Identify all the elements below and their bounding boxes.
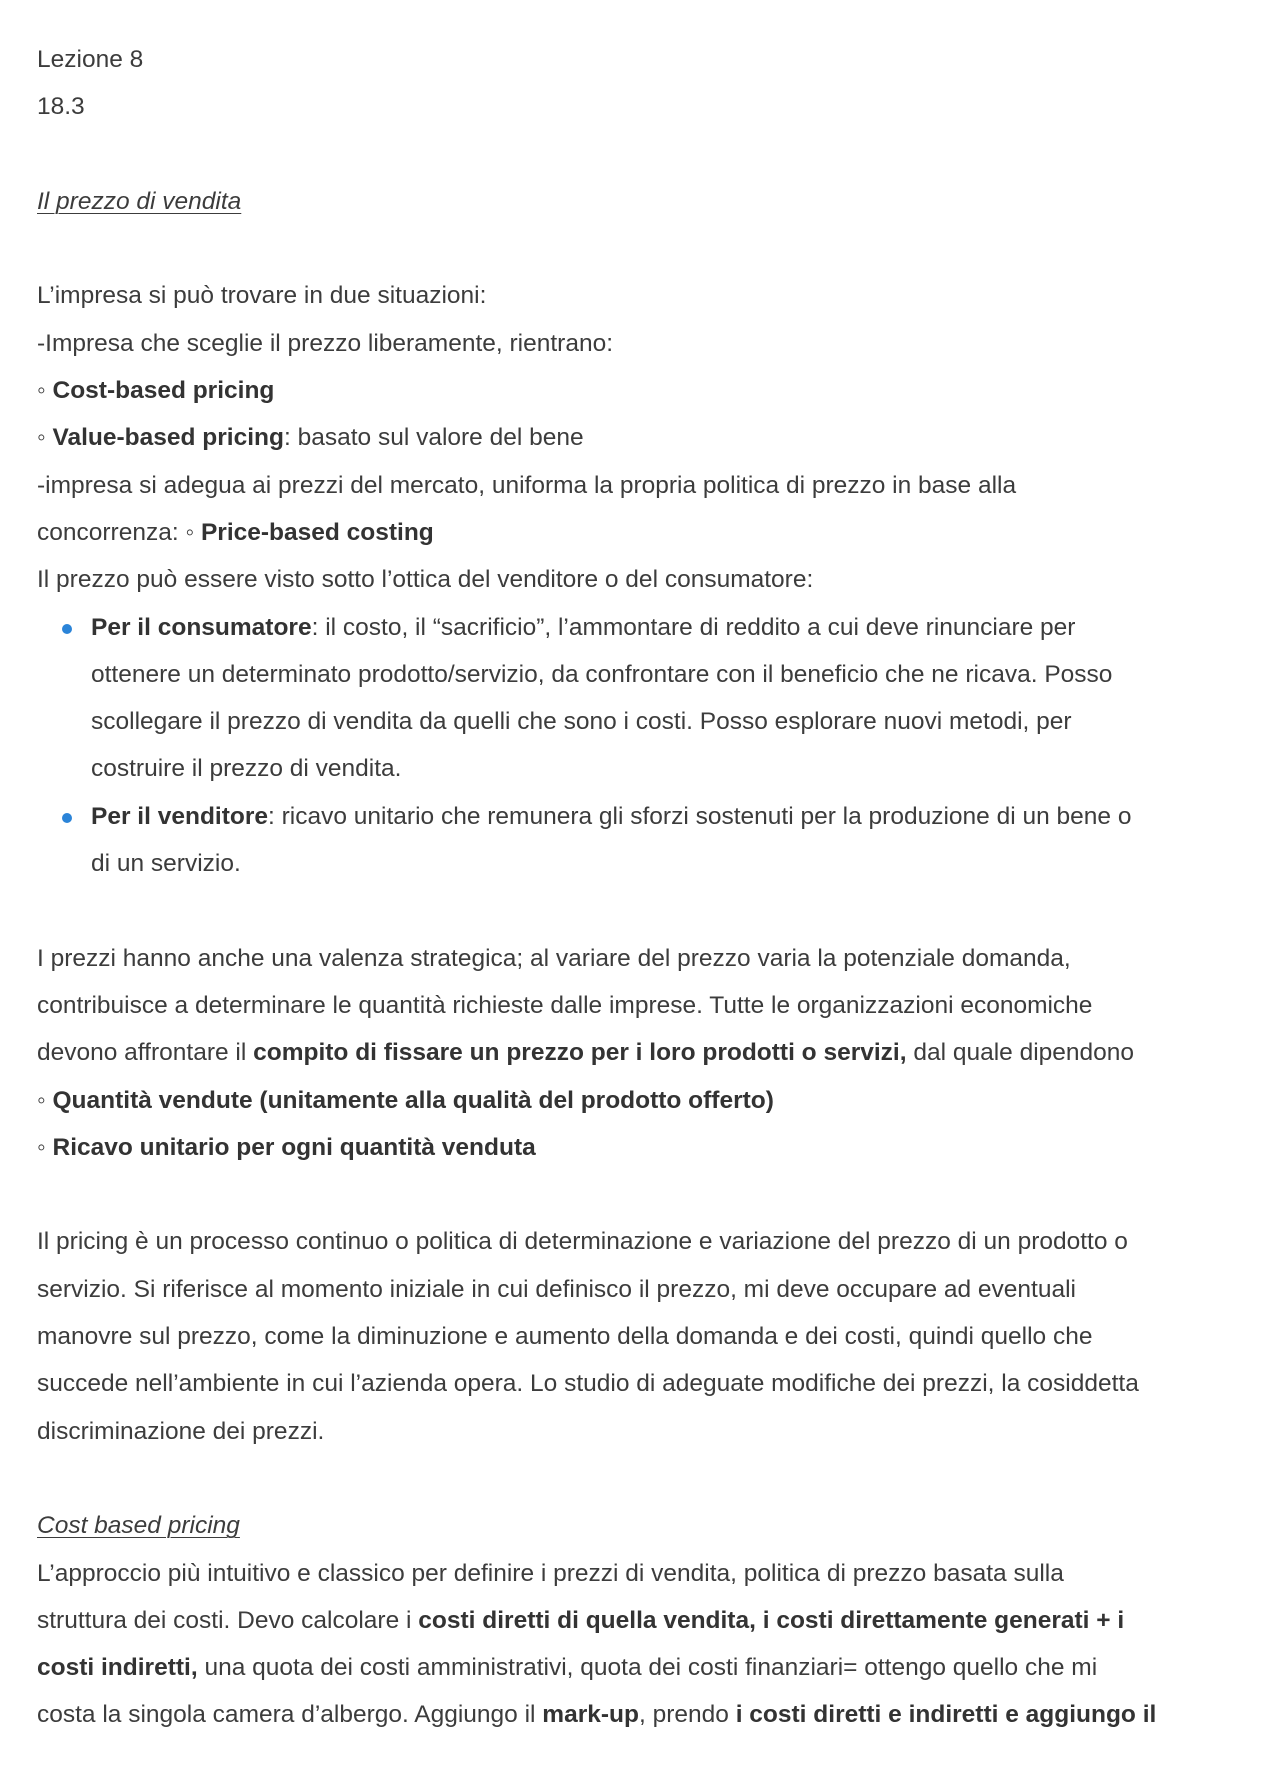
paragraph-line — [37, 509, 1247, 556]
section-title-text: Cost based pricing — [37, 1512, 240, 1540]
list-line — [91, 793, 1247, 840]
lesson-date: 18.3 — [37, 93, 85, 121]
paragraph-line — [37, 1029, 1247, 1076]
text-run: struttura dei costi. Devo calcolare i — [37, 1606, 419, 1634]
list-line — [91, 604, 1247, 651]
circle-bullet: ◦ — [37, 1086, 46, 1114]
paragraph-line: Il pricing è un processo continuo o politica di determinazione e variazione del prezzo di un prodotto o — [37, 1228, 1128, 1256]
lesson-number: Lezione 8 — [37, 46, 144, 73]
paragraph-line: servizio. Si riferisce al momento iniziale in cui definisco il prezzo, mi deve occupare ad eventuali — [37, 1275, 1077, 1303]
text-run: : ricavo unitario che remunera gli sforzi sostenuti per la produzione di un bene o — [268, 802, 1132, 830]
bold-run: Quantità vendute (unitamente alla qualità del prodotto offerto) — [52, 1086, 774, 1114]
paragraph-line: -Impresa che sceglie il prezzo liberamente, rientrano: — [37, 329, 614, 357]
text-run: costa la singola camera d’albergo. Aggiungo il — [37, 1701, 543, 1729]
circle-bullet: ◦ — [37, 424, 46, 452]
term-price-based: Price-based costing — [200, 518, 434, 546]
circle-bullet: ◦ — [37, 1133, 46, 1161]
text-run: : il costo, il “sacrificio”, l’ammontare di reddito a cui deve rinunciare per — [311, 613, 1076, 641]
spacer — [37, 131, 1247, 178]
circle-item-ricavo — [37, 1124, 1247, 1171]
paragraph-line: contribuisce a determinare le quantità richieste dalle imprese. Tutte le organizzazioni economiche — [37, 991, 1093, 1019]
spacer — [37, 1171, 1247, 1218]
bold-run: Ricavo unitario per ogni quantità venduta — [52, 1133, 536, 1161]
bold-run: costi indiretti, — [37, 1654, 198, 1682]
paragraph-line: L’impresa si può trovare in due situazioni: — [37, 282, 487, 310]
term-desc: : basato sul valore del bene — [283, 424, 584, 452]
term-value-based: Value-based pricing — [52, 424, 284, 452]
circle-item-cost-based — [37, 367, 1247, 414]
term-consumatore: Per il consumatore — [91, 613, 312, 641]
bullet-dot-icon — [62, 813, 72, 823]
spacer — [37, 1455, 1247, 1502]
bullet-list — [37, 604, 1247, 888]
list-item-venditore — [37, 793, 1247, 888]
list-line: scollegare il prezzo di vendita da quelli che sono i costi. Posso esplorare nuovi metodi, per — [91, 708, 1072, 736]
spacer — [37, 225, 1247, 272]
term-cost-based: Cost-based pricing — [52, 377, 275, 405]
paragraph-line — [37, 1644, 1247, 1691]
paragraph-line: succede nell’ambiente in cui l’azienda opera. Lo studio di adeguate modifiche dei prezzi, la cosiddetta — [37, 1370, 1139, 1398]
paragraph-line: Il prezzo può essere visto sotto l’ottica del venditore o del consumatore: — [37, 566, 814, 594]
section-title-text: Il prezzo di vendita — [37, 187, 242, 215]
bold-run: compito di fissare un prezzo per i loro prodotti o servizi, — [253, 1039, 907, 1067]
bold-run: mark-up — [542, 1701, 639, 1729]
circle-bullet: ◦ — [37, 377, 46, 405]
list-line: ottenere un determinato prodotto/servizio, da confrontare con il beneficio che ne ricava. Posso — [91, 660, 1113, 688]
text-run: , prendo — [638, 1701, 736, 1729]
paragraph-line: I prezzi hanno anche una valenza strategica; al variare del prezzo varia la potenziale domanda, — [37, 944, 1071, 972]
text-run: dal quale dipendono — [906, 1039, 1135, 1067]
spacer — [37, 887, 1247, 934]
bold-run: i costi diretti e indiretti e aggiungo il — [735, 1701, 1157, 1729]
document-page — [37, 36, 1247, 1739]
section-title-cost-based — [37, 1502, 1247, 1549]
list-line: di un servizio. — [91, 850, 241, 878]
list-line: costruire il prezzo di vendita. — [91, 755, 402, 783]
text-run: una quota dei costi amministrativi, quota dei costi finanziari= ottengo quello che mi — [197, 1654, 1098, 1682]
bullet-dot-icon — [62, 624, 72, 634]
paragraph-line — [37, 1597, 1247, 1644]
paragraph-line: -impresa si adegua ai prezzi del mercato, uniforma la propria politica di prezzo in base alla — [37, 471, 1017, 499]
paragraph-line: L’approccio più intuitivo e classico per definire i prezzi di vendita, politica di prezzo basata sulla — [37, 1559, 1064, 1587]
paragraph-line: manovre sul prezzo, come la diminuzione e aumento della domanda e dei costi, quindi quello che — [37, 1323, 1093, 1351]
circle-item-quantita — [37, 1077, 1247, 1124]
term-venditore: Per il venditore — [91, 802, 269, 830]
bold-run: costi diretti di quella vendita, i costi direttamente generati + i — [418, 1606, 1125, 1634]
paragraph-line — [37, 1691, 1247, 1738]
text-run: devono affrontare il — [37, 1039, 254, 1067]
section-title-prezzo-vendita — [37, 178, 1247, 225]
circle-item-value-based — [37, 414, 1247, 461]
paragraph-line: discriminazione dei prezzi. — [37, 1417, 325, 1445]
text-run: concorrenza: — [37, 518, 186, 546]
list-item-consumatore — [37, 604, 1247, 793]
circle-bullet: ◦ — [185, 518, 195, 546]
